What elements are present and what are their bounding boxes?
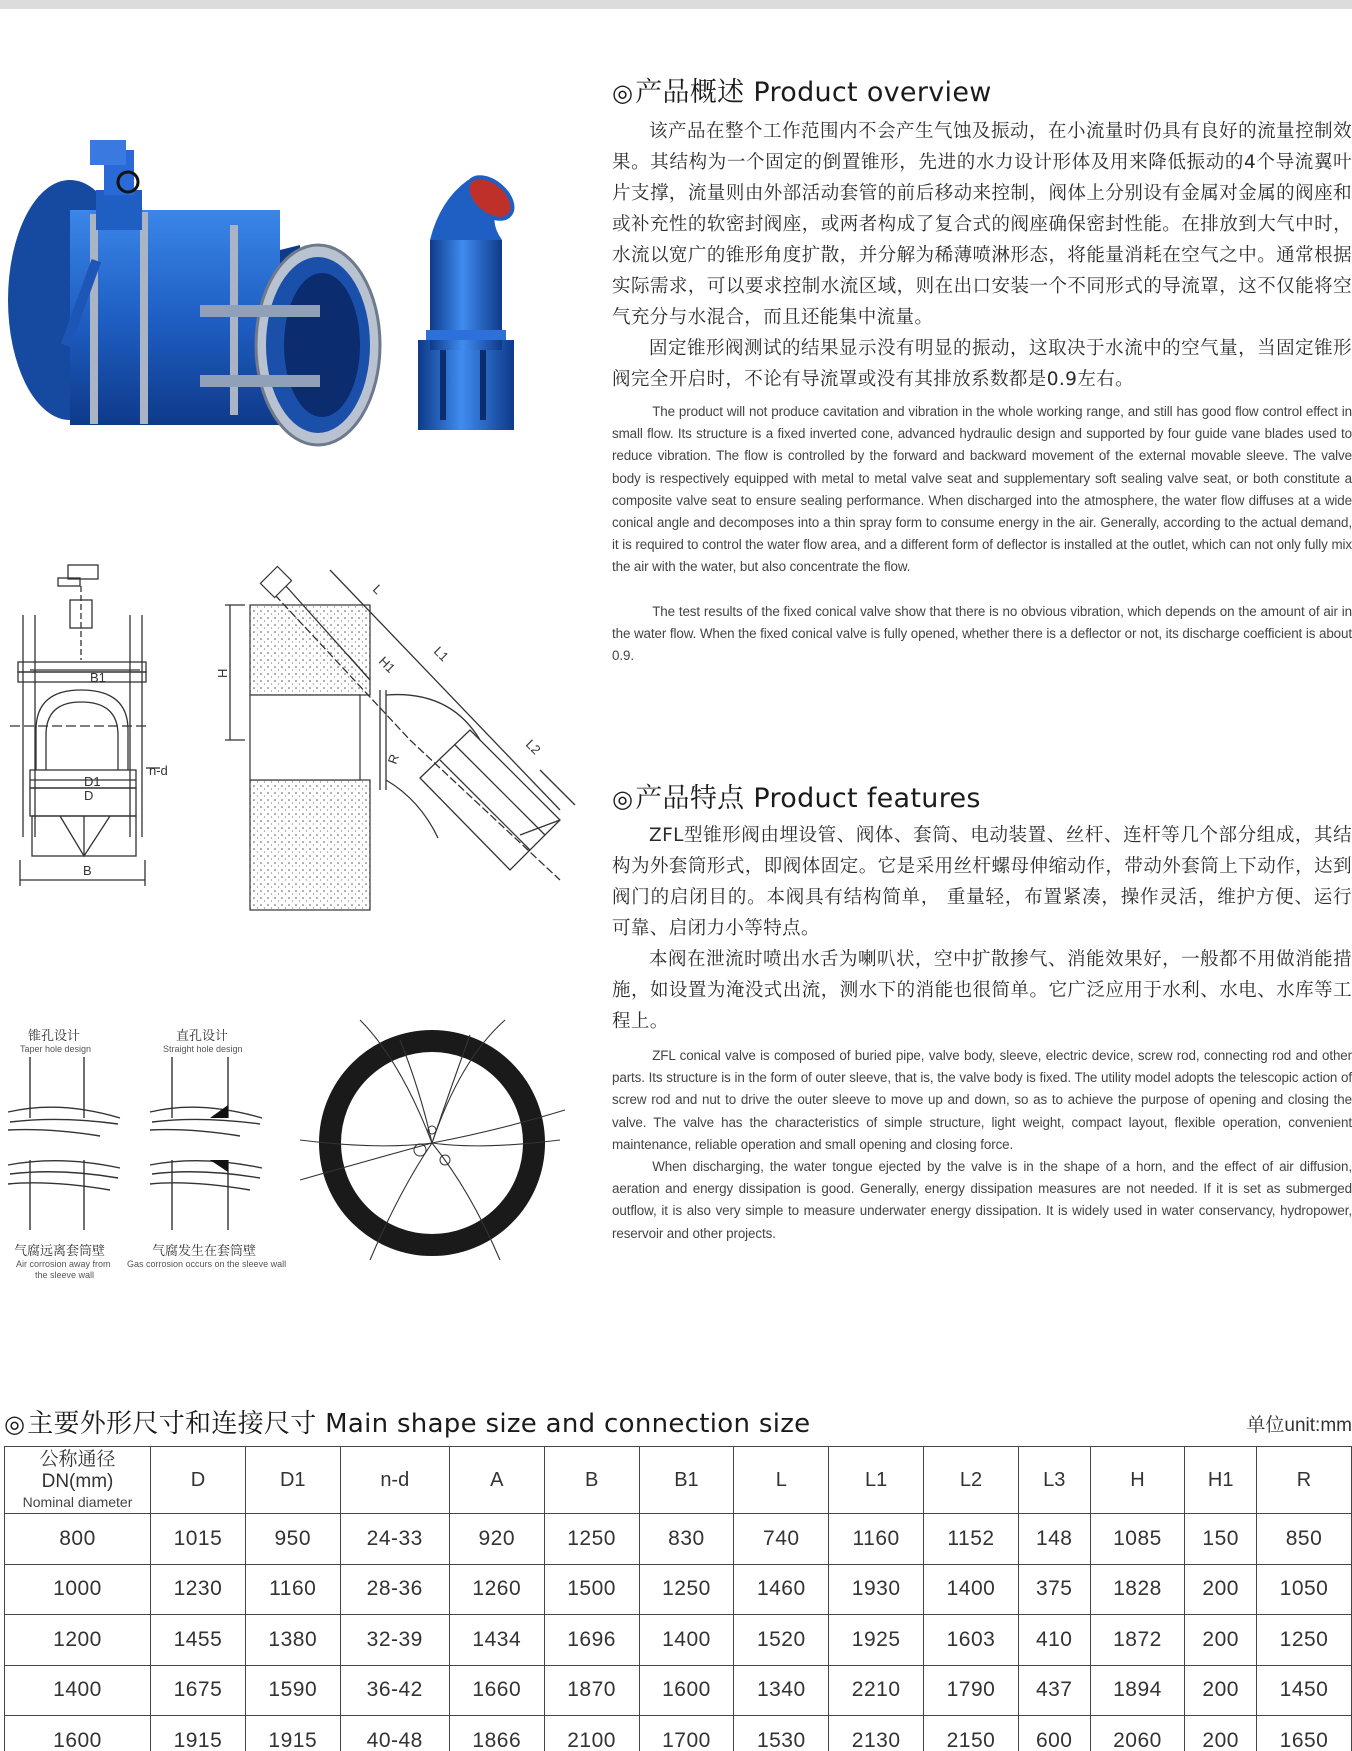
circle-mark-icon: ◎ [612,785,634,813]
table-cell: 150 [1185,1514,1257,1565]
header-cell: A [449,1447,544,1514]
header-cell: B [544,1447,639,1514]
header-cell: L [734,1447,829,1514]
table-cell: 1700 [639,1716,734,1751]
table-cell: 1790 [924,1665,1019,1716]
table-cell: 36-42 [340,1665,449,1716]
table-cell: 1434 [449,1615,544,1666]
table-body [5,1514,1352,1751]
table-cell: 1085 [1090,1514,1185,1565]
table-cell: 1600 [5,1716,151,1751]
corrosion-diagram [8,1057,262,1230]
front-view-drawing [10,565,160,886]
table-cell: 1520 [734,1615,829,1666]
label-d: D [84,788,94,803]
table-cell: 1500 [544,1564,639,1615]
table-cell: 1650 [1257,1716,1352,1751]
header-cell: D1 [245,1447,340,1514]
table-cell: 28-36 [340,1564,449,1615]
label-b1: B1 [90,670,106,685]
header-cell: n-d [340,1447,449,1514]
table-cell: 1230 [151,1564,246,1615]
corrosion-away-sublabel-1: Air corrosion away from [16,1259,111,1269]
label-h: H [215,668,230,678]
features-title-text: 产品特点 Product features [635,783,981,814]
table-cell: 830 [639,1514,734,1565]
table-cell: 1160 [245,1564,340,1615]
table-cell: 600 [1018,1716,1090,1751]
unit-label: 单位unit:mm [1246,1415,1352,1436]
table-cell: 2100 [544,1716,639,1751]
vertical-valve-photo [418,169,520,430]
table-row [5,1716,1352,1751]
table-cell: 950 [245,1514,340,1565]
header-cell: L2 [924,1447,1019,1514]
label-l1: L1 [430,643,452,665]
table-cell: 24-33 [340,1514,449,1565]
dimensions-title-text: 主要外形尺寸和连接尺寸 Main shape size and connection size [27,1409,811,1439]
table-cell: 1400 [5,1665,151,1716]
overview-title-text: 产品概述 Product overview [635,77,992,108]
overview-cn-paragraph-1: 该产品在整个工作范围内不会产生气蚀及振动，在小流量时仍具有良好的流量控制效果。其结构为一个固定的倒置锥形，先进的水力设计形体及用来降低振动的4个导流翼叶片支撑，流量则由外部活动套管的前后移动来控制，阀体上分别设有金属对金属的阀座和或补充性的软密封阀座，或两者构成了复合式的阀座确保密封性能。在排放到大气中时，水流以宽广的锥形角度扩散，并分解为稀薄喷淋形态，将能量消耗在空气之中。通常根据实际需求，可以要求控制水流区域，则在出口安装一个不同形式的导流罩，这不仅能将空气充分与水混合，而且还能集中流量。 [612,121,1352,328]
table-cell: 2130 [829,1716,924,1751]
table-cell: 1400 [639,1615,734,1666]
header-cell: D [151,1447,246,1514]
table-cell: 200 [1185,1716,1257,1751]
corrosion-occurs-sublabel: Gas corrosion occurs on the sleeve wall [127,1259,287,1269]
dimension-table [4,1446,1352,1751]
straight-hole-sublabel: Straight hole design [163,1044,243,1054]
circle-mark-icon: ◎ [4,1410,26,1438]
table-cell: 1200 [5,1615,151,1666]
header-cell: B1 [639,1447,734,1514]
features-cn-paragraph-1: ZFL型锥形阀由埋设管、阀体、套筒、电动装置、丝杆、连杆等几个部分组成，其结构为外套筒形式，即阀体固定。它是采用丝杆螺母伸缩动作，带动外套筒上下动作，达到阀门的启闭目的。本阀具有结构简单， 重量轻，布置紧凑，操作灵活，维护方便、运行可靠、启闭力小等特点。 [612,825,1352,939]
table-cell: 200 [1185,1665,1257,1716]
table-cell: 1894 [1090,1665,1185,1716]
table-cell: 200 [1185,1564,1257,1615]
overview-cn-paragraph-2: 固定锥形阀测试的结果显示没有明显的振动，这取决于水流中的空气量，当固定锥形阀完全开启时，不论有导流罩或没有其排放系数都是0.9左右。 [612,338,1352,390]
table-row [5,1564,1352,1615]
table-cell: 200 [1185,1615,1257,1666]
corrosion-occurs-label: 气腐发生在套筒壁 [152,1244,257,1259]
table-cell: 1250 [639,1564,734,1615]
table-header-row [5,1447,1352,1514]
table-cell: 1696 [544,1615,639,1666]
table-cell: 1050 [1257,1564,1352,1615]
table-cell: 1450 [1257,1665,1352,1716]
table-cell: 2210 [829,1665,924,1716]
table-cell: 800 [5,1514,151,1565]
table-cell: 1400 [924,1564,1019,1615]
taper-hole-sublabel: Taper hole design [20,1044,92,1054]
table-cell: 1160 [829,1514,924,1565]
table-cell: 1915 [151,1716,246,1751]
corrosion-away-sublabel-2: the sleeve wall [35,1270,95,1280]
table-cell: 1380 [245,1615,340,1666]
dimensions-title [4,1403,810,1440]
header-cell: L1 [829,1447,924,1514]
table-cell: 1455 [151,1615,246,1666]
label-d1: D1 [84,774,101,789]
table-cell: 1866 [449,1716,544,1751]
table-cell: 375 [1018,1564,1090,1615]
header-cell: L3 [1018,1447,1090,1514]
product-illustrations [0,0,600,1290]
table-cell: 1015 [151,1514,246,1565]
table-cell: 410 [1018,1615,1090,1666]
table-cell: 1152 [924,1514,1019,1565]
table-cell: 1925 [829,1615,924,1666]
table-cell: 1590 [245,1665,340,1716]
table-cell: 1870 [544,1665,639,1716]
features-cn-paragraph-2: 本阀在泄流时喷出水舌为喇叭状，空中扩散掺气、消能效果好，一般都不用做消能措施，如设置为淹没式出流，测水下的消能也很简单。它广泛应用于水利、水电、水库等工程上。 [612,949,1352,1032]
header-nominal-cn: 公称通径DN(mm) [39,1449,116,1492]
table-cell: 2060 [1090,1716,1185,1751]
features-title [612,776,981,815]
features-en-paragraph-1: ZFL conical valve is composed of buried pipe, valve body, sleeve, electric device, screw rod, connecting rod and other parts. Its structure is in the form of outer sleeve, that is, the valve body is fixed. The utility model adopts the telescopic action of screw rod and nut to drive the outer sleeve to move up and down, so as to achieve the purpose of opening and closing the valve. The valve has the characteristics of simple structure, light weight, compact layout, flexible operation, convenient maintenance, reliable operation and small opening and closing force. [612,1048,1352,1152]
label-l2: L2 [522,736,544,758]
spray-ring-diagram [300,1020,565,1260]
overview-en-paragraph-1: The product will not produce cavitation and vibration in the whole working range, and still has good flow control effect in small flow. Its structure is a fixed inverted cone, advanced hydraulic design and supported by four guide vane blades used to reduce vibration. The flow is controlled by the forward and backward movement of the external movable sleeve. The valve body is respectively equipped with metal to metal valve seat and supplementary soft sealing valve seat, or both constitute a composite valve seat to ensure sealing performance. When discharged into the atmosphere, the water flow diffuses at a wide conical angle and decomposes into a thin spray form to consume energy in the air. Generally, according to the actual demand, it is required to control the water flow area, and a different form of deflector is installed at the outlet, which can not only fully mix the air with the water, but also concentrate the flow. [612,404,1352,575]
features-en-paragraph-2: When discharging, the water tongue ejected by the valve is in the shape of a horn, and the effect of air diffusion, aeration and energy dissipation is good. Generally, energy dissipation measures are not needed. If it is set as submerged outflow, it is also very simple to measure underwater energy dissipation. It is widely used in water conservancy, hydropower, reservoir and other projects. [612,1159,1352,1241]
label-r: R [384,752,403,767]
table-cell: 1915 [245,1716,340,1751]
side-view-drawing [225,566,575,910]
table-cell: 1872 [1090,1615,1185,1666]
table-cell: 32-39 [340,1615,449,1666]
table-cell: 850 [1257,1514,1352,1565]
corrosion-mark-top [210,1105,228,1118]
table-row [5,1514,1352,1565]
table-cell: 1600 [639,1665,734,1716]
table-cell: 40-48 [340,1716,449,1751]
table-cell: 740 [734,1514,829,1565]
table-cell: 1260 [449,1564,544,1615]
label-l: L [369,581,386,598]
taper-hole-label: 锥孔设计 [28,1029,81,1044]
corrosion-away-label: 气腐远离套筒壁 [14,1244,106,1259]
table-cell: 1340 [734,1665,829,1716]
table-cell: 1930 [829,1564,924,1615]
header-nominal-en: Nominal diameter [22,1494,133,1510]
table-cell: 1460 [734,1564,829,1615]
table-cell: 1660 [449,1665,544,1716]
header-nominal-diameter [5,1447,151,1514]
table-row [5,1615,1352,1666]
header-cell: R [1257,1447,1352,1514]
straight-hole-label: 直孔设计 [176,1029,229,1044]
table-cell: 1530 [734,1716,829,1751]
header-cell: H1 [1185,1447,1257,1514]
table-cell: 1250 [1257,1615,1352,1666]
table-cell: 1603 [924,1615,1019,1666]
circle-mark-icon: ◎ [612,79,634,107]
table-cell: 148 [1018,1514,1090,1565]
table-cell: 920 [449,1514,544,1565]
table-cell: 437 [1018,1665,1090,1716]
label-b: B [83,863,92,878]
label-h1: H1 [375,653,399,676]
horizontal-valve-photo [8,140,380,445]
table-cell: 1675 [151,1665,246,1716]
table-cell: 2150 [924,1716,1019,1751]
table-cell: 1250 [544,1514,639,1565]
table-cell: 1828 [1090,1564,1185,1615]
overview-title [612,70,992,109]
label-nd: n-d [149,763,168,778]
table-row [5,1665,1352,1716]
overview-en-paragraph-2: The test results of the fixed conical valve show that there is no obvious vibration, which depends on the amount of air in the water flow. When the fixed conical valve is fully opened, whether there is a deflector or not, its discharge coefficient is about 0.9. [612,604,1352,664]
header-cell: H [1090,1447,1185,1514]
table-cell: 1000 [5,1564,151,1615]
